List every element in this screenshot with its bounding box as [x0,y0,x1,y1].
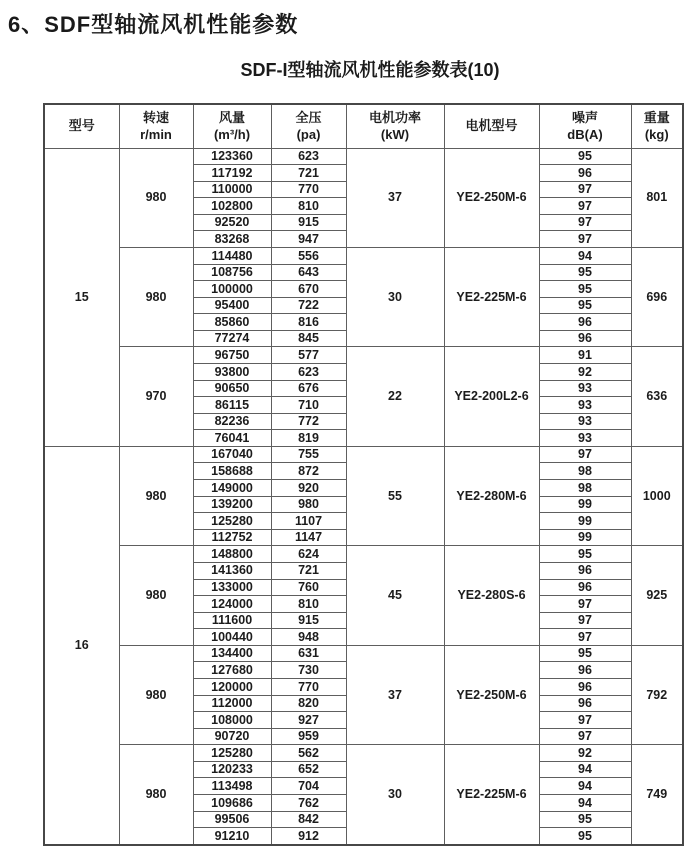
volume-cell: 113498 [193,778,271,795]
noise-cell: 95 [539,828,631,845]
volume-cell: 141360 [193,562,271,579]
noise-cell: 93 [539,413,631,430]
power-cell: 22 [346,347,444,446]
pressure-cell: 948 [271,629,346,646]
volume-cell: 93800 [193,364,271,381]
column-header-motor: 电机型号 [444,104,539,148]
table-title: SDF-I型轴流风机性能参数表(10) [240,60,500,80]
volume-cell: 102800 [193,198,271,215]
pressure-cell: 721 [271,165,346,182]
noise-cell: 93 [539,430,631,447]
header-row [44,104,683,148]
pressure-cell: 676 [271,380,346,397]
weight-cell: 749 [631,745,683,845]
table-row [44,247,683,264]
volume-cell: 139200 [193,496,271,513]
pressure-cell: 623 [271,148,346,165]
power-cell: 37 [346,645,444,744]
pressure-cell: 755 [271,446,346,463]
pressure-cell: 770 [271,181,346,198]
noise-cell: 94 [539,761,631,778]
noise-cell: 97 [539,712,631,729]
volume-cell: 114480 [193,247,271,264]
noise-cell: 93 [539,397,631,414]
speed-cell: 980 [119,148,193,247]
noise-cell: 97 [539,629,631,646]
noise-cell: 97 [539,596,631,613]
noise-cell: 95 [539,811,631,828]
volume-cell: 110000 [193,181,271,198]
volume-cell: 120000 [193,679,271,696]
volume-cell: 108000 [193,712,271,729]
noise-cell: 96 [539,330,631,347]
volume-cell: 100000 [193,281,271,298]
column-header-noise: 噪声 dB(A) [539,104,631,148]
weight-cell: 792 [631,645,683,744]
noise-cell: 95 [539,297,631,314]
volume-cell: 112752 [193,529,271,546]
volume-cell: 86115 [193,397,271,414]
volume-cell: 82236 [193,413,271,430]
volume-cell: 95400 [193,297,271,314]
pressure-cell: 820 [271,695,346,712]
pressure-cell: 915 [271,612,346,629]
motor-cell: YE2-280S-6 [444,546,539,645]
motor-cell: YE2-250M-6 [444,148,539,247]
volume-cell: 127680 [193,662,271,679]
pressure-cell: 1147 [271,529,346,546]
pressure-cell: 730 [271,662,346,679]
power-cell: 30 [346,745,444,845]
noise-cell: 97 [539,181,631,198]
pressure-cell: 980 [271,496,346,513]
speed-cell: 980 [119,247,193,346]
pressure-cell: 652 [271,761,346,778]
noise-cell: 97 [539,214,631,231]
pressure-cell: 762 [271,795,346,812]
power-cell: 37 [346,148,444,247]
volume-cell: 100440 [193,629,271,646]
speed-cell: 980 [119,645,193,744]
pressure-cell: 556 [271,247,346,264]
pressure-cell: 624 [271,546,346,563]
volume-cell: 90720 [193,728,271,745]
pressure-cell: 631 [271,645,346,662]
motor-cell: YE2-280M-6 [444,446,539,545]
pressure-cell: 842 [271,811,346,828]
volume-cell: 158688 [193,463,271,480]
pressure-cell: 810 [271,198,346,215]
noise-cell: 96 [539,579,631,596]
page-title: 6、SDF型轴流风机性能参数 [8,12,299,37]
speed-cell: 980 [119,546,193,645]
speed-cell: 980 [119,446,193,545]
motor-cell: YE2-225M-6 [444,247,539,346]
pressure-cell: 845 [271,330,346,347]
pressure-cell: 577 [271,347,346,364]
pressure-cell: 927 [271,712,346,729]
column-header-power: 电机功率 (kW) [346,104,444,148]
column-header-speed: 转速 r/min [119,104,193,148]
pressure-cell: 623 [271,364,346,381]
pressure-cell: 947 [271,231,346,248]
pressure-cell: 920 [271,480,346,497]
table-row [44,347,683,364]
pressure-cell: 722 [271,297,346,314]
pressure-cell: 810 [271,596,346,613]
noise-cell: 97 [539,231,631,248]
pressure-cell: 959 [271,728,346,745]
volume-cell: 109686 [193,795,271,812]
noise-cell: 95 [539,546,631,563]
noise-cell: 99 [539,496,631,513]
noise-cell: 96 [539,679,631,696]
volume-cell: 148800 [193,546,271,563]
pressure-cell: 816 [271,314,346,331]
noise-cell: 91 [539,347,631,364]
power-cell: 55 [346,446,444,545]
pressure-cell: 710 [271,397,346,414]
noise-cell: 98 [539,480,631,497]
noise-cell: 95 [539,645,631,662]
volume-cell: 149000 [193,480,271,497]
weight-cell: 1000 [631,446,683,545]
power-cell: 45 [346,546,444,645]
volume-cell: 108756 [193,264,271,281]
motor-cell: YE2-250M-6 [444,645,539,744]
speed-cell: 980 [119,745,193,845]
motor-cell: YE2-225M-6 [444,745,539,845]
volume-cell: 133000 [193,579,271,596]
noise-cell: 96 [539,562,631,579]
noise-cell: 97 [539,612,631,629]
pressure-cell: 770 [271,679,346,696]
pressure-cell: 670 [271,281,346,298]
table-row [44,446,683,463]
weight-cell: 696 [631,247,683,346]
noise-cell: 95 [539,148,631,165]
noise-cell: 95 [539,264,631,281]
table-row [44,745,683,762]
noise-cell: 95 [539,281,631,298]
noise-cell: 93 [539,380,631,397]
volume-cell: 123360 [193,148,271,165]
noise-cell: 96 [539,314,631,331]
table-row [44,645,683,662]
noise-cell: 96 [539,165,631,182]
volume-cell: 90650 [193,380,271,397]
pressure-cell: 819 [271,430,346,447]
noise-cell: 94 [539,795,631,812]
weight-cell: 636 [631,347,683,446]
volume-cell: 112000 [193,695,271,712]
noise-cell: 96 [539,662,631,679]
column-header-pressure: 全压 (pa) [271,104,346,148]
noise-cell: 99 [539,513,631,530]
pressure-cell: 872 [271,463,346,480]
noise-cell: 94 [539,247,631,264]
noise-cell: 97 [539,446,631,463]
volume-cell: 85860 [193,314,271,331]
table-row [44,148,683,165]
volume-cell: 167040 [193,446,271,463]
pressure-cell: 760 [271,579,346,596]
pressure-cell: 643 [271,264,346,281]
motor-cell: YE2-200L2-6 [444,347,539,446]
pressure-cell: 1107 [271,513,346,530]
volume-cell: 134400 [193,645,271,662]
model-cell: 16 [44,446,119,845]
noise-cell: 92 [539,745,631,762]
volume-cell: 91210 [193,828,271,845]
pressure-cell: 912 [271,828,346,845]
volume-cell: 83268 [193,231,271,248]
column-header-model: 型号 [44,104,119,148]
volume-cell: 117192 [193,165,271,182]
volume-cell: 77274 [193,330,271,347]
model-cell: 15 [44,148,119,446]
pressure-cell: 721 [271,562,346,579]
volume-cell: 124000 [193,596,271,613]
noise-cell: 94 [539,778,631,795]
noise-cell: 97 [539,198,631,215]
power-cell: 30 [346,247,444,346]
volume-cell: 125280 [193,745,271,762]
pressure-cell: 772 [271,413,346,430]
noise-cell: 98 [539,463,631,480]
column-header-weight: 重量 (kg) [631,104,683,148]
volume-cell: 76041 [193,430,271,447]
noise-cell: 99 [539,529,631,546]
volume-cell: 120233 [193,761,271,778]
volume-cell: 99506 [193,811,271,828]
noise-cell: 96 [539,695,631,712]
speed-cell: 970 [119,347,193,446]
weight-cell: 801 [631,148,683,247]
noise-cell: 97 [539,728,631,745]
volume-cell: 92520 [193,214,271,231]
weight-cell: 925 [631,546,683,645]
pressure-cell: 915 [271,214,346,231]
performance-table [43,103,684,846]
pressure-cell: 562 [271,745,346,762]
noise-cell: 92 [539,364,631,381]
column-header-volume: 风量 (m³/h) [193,104,271,148]
table-row [44,546,683,563]
volume-cell: 125280 [193,513,271,530]
volume-cell: 96750 [193,347,271,364]
volume-cell: 111600 [193,612,271,629]
pressure-cell: 704 [271,778,346,795]
